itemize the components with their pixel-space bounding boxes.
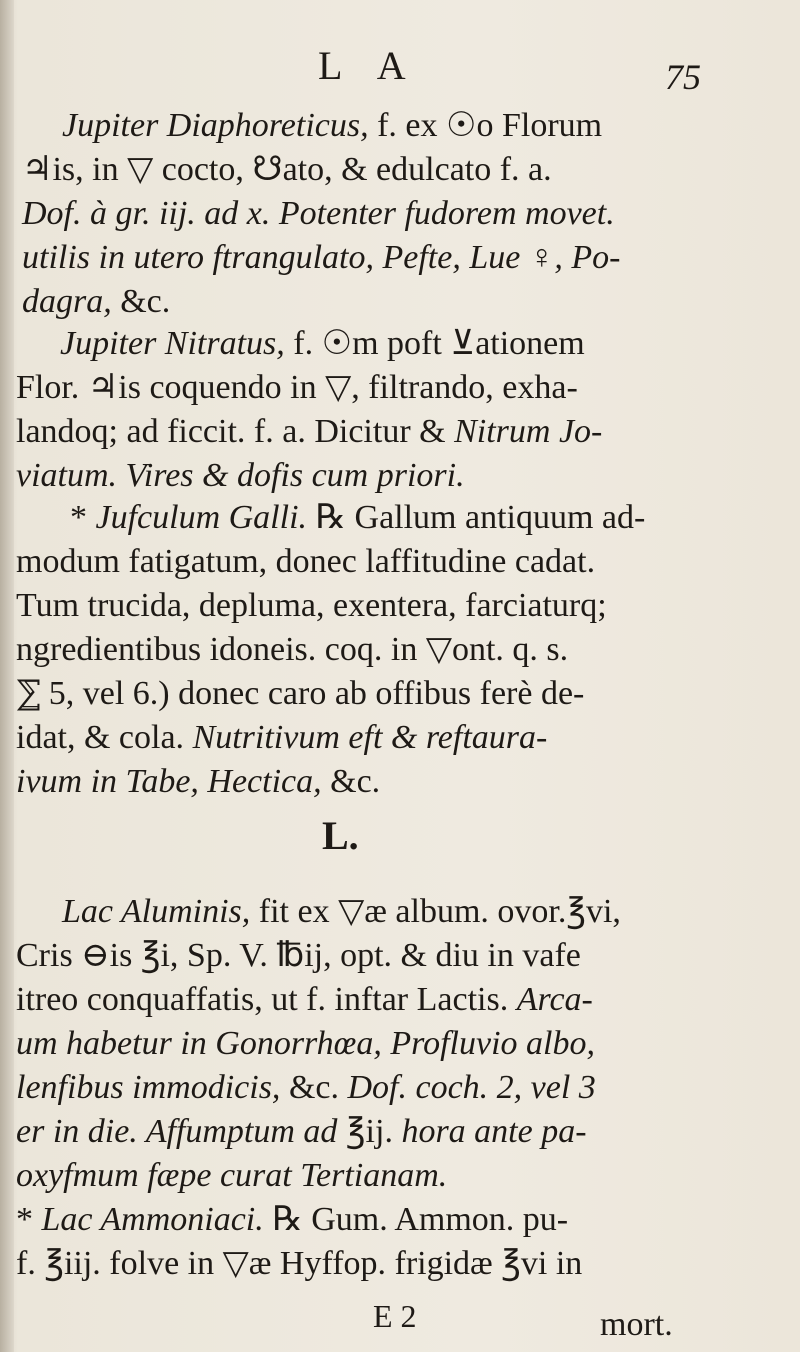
text-line: [0, 322, 800, 366]
text-segment: Jufculum Galli.: [95, 499, 308, 536]
text-line: [0, 934, 800, 978]
text-segment: idat, & cola.: [16, 719, 193, 756]
text-segment: *: [16, 1201, 42, 1238]
text-line: [0, 1022, 800, 1066]
signature-mark: E 2: [373, 1298, 417, 1334]
text-segment: landoq; ad ficcit. f. a. Dicitur &: [16, 413, 455, 450]
text-line: [0, 454, 800, 498]
text-segment: ℞ Gum. Ammon. pu-: [263, 1201, 569, 1238]
text-segment: lenfibus immodicis,: [16, 1069, 281, 1106]
running-title: L A: [318, 43, 420, 88]
text-line: [0, 236, 800, 280]
text-segment: utilis in utero ftrangulato, Pefte, Lue: [22, 239, 529, 276]
text-segment: hora ante pa-: [401, 1113, 587, 1150]
text-segment: &c.: [111, 283, 171, 320]
text-segment: viatum. Vires & dofis cum priori.: [16, 457, 465, 494]
text-line: [0, 1154, 800, 1198]
text-segment: Jupiter Diaphoreticus,: [62, 107, 369, 144]
catchline: [0, 1298, 800, 1348]
text-line: [0, 584, 800, 628]
text-segment: ngredientibus idoneis. coq. in ▽ont. q. s.: [16, 631, 569, 668]
text-line: [0, 280, 800, 324]
text-line: [0, 760, 800, 804]
text-segment: um habetur in Gonorrhœa, Profluvio albo,: [16, 1025, 595, 1062]
running-header: [0, 40, 800, 97]
text-segment: Nitrum Jo-: [454, 413, 603, 450]
text-segment: fit ex ▽æ album. ovor.℥vi,: [250, 893, 621, 930]
text-segment: &c.: [280, 1069, 348, 1106]
section-heading: L.: [322, 813, 359, 858]
text-segment: Dof. coch. 2, vel 3: [347, 1069, 596, 1106]
text-segment: Lac Aluminis,: [62, 893, 251, 930]
text-line: [0, 1066, 800, 1110]
text-segment: modum fatigatum, donec laffitudine cadat.: [16, 543, 596, 580]
text-line: [0, 1242, 800, 1286]
text-segment: Cris ⊖is ℥i, Sp. V. ℔ij, opt. & diu in vafe: [16, 937, 581, 974]
text-line: [0, 628, 800, 672]
text-segment: er in die. Affumptum ad: [16, 1113, 346, 1150]
text-segment: ♃is, in ▽ cocto, ☋ato, & edulcato f. a.: [22, 151, 552, 188]
text-segment: ivum in Tabe, Hectica,: [16, 763, 322, 800]
text-line: [0, 148, 800, 192]
text-line: [0, 104, 800, 148]
text-line: [0, 496, 800, 540]
text-segment: Nutritivum eft & reftaura-: [192, 719, 548, 756]
text-segment: , Po-: [554, 239, 621, 276]
text-segment: f. ☉m poft ⊻ationem: [284, 325, 585, 362]
text-line: [0, 410, 800, 454]
text-segment: f. ex ☉o Florum: [368, 107, 603, 144]
page-number: 75: [665, 57, 701, 97]
text-segment: *: [70, 499, 96, 536]
text-segment: ♀: [528, 239, 555, 276]
text-segment: oxyfmum fæpe curat Tertianam.: [16, 1157, 448, 1194]
text-segment: Arca-: [516, 981, 593, 1018]
text-segment: Jupiter Nitratus,: [60, 325, 285, 362]
text-segment: &c.: [321, 763, 381, 800]
text-line: [0, 540, 800, 584]
text-line: [0, 1198, 800, 1242]
text-line: [0, 366, 800, 410]
text-segment: Flor. ♃is coquendo in ▽, filtrando, exha-: [16, 369, 578, 406]
text-segment: f. ℥iij. folve in ▽æ Hyffop. frigidæ ℥vi in: [16, 1245, 583, 1282]
text-segment: dagra,: [22, 283, 112, 320]
text-line: [0, 716, 800, 760]
catchword: mort.: [600, 1306, 673, 1343]
text-line: [0, 672, 800, 716]
text-line: [0, 1110, 800, 1154]
text-segment: itreo conquaffatis, ut f. inftar Lactis.: [16, 981, 517, 1018]
text-segment: ⅀ 5, vel 6.) donec caro ab offibus ferè de-: [16, 675, 585, 712]
text-line: [0, 192, 800, 236]
text-line: [0, 890, 800, 934]
text-segment: ℥ij.: [345, 1113, 402, 1150]
text-segment: Tum trucida, depluma, exentera, farciaturq;: [16, 587, 607, 624]
text-segment: Dof. à gr. iij. ad x. Potenter fudorem movet.: [22, 195, 615, 232]
text-segment: ℞ Gallum antiquum ad-: [307, 499, 646, 536]
text-line: [0, 978, 800, 1022]
text-segment: Lac Ammoniaci.: [41, 1201, 264, 1238]
